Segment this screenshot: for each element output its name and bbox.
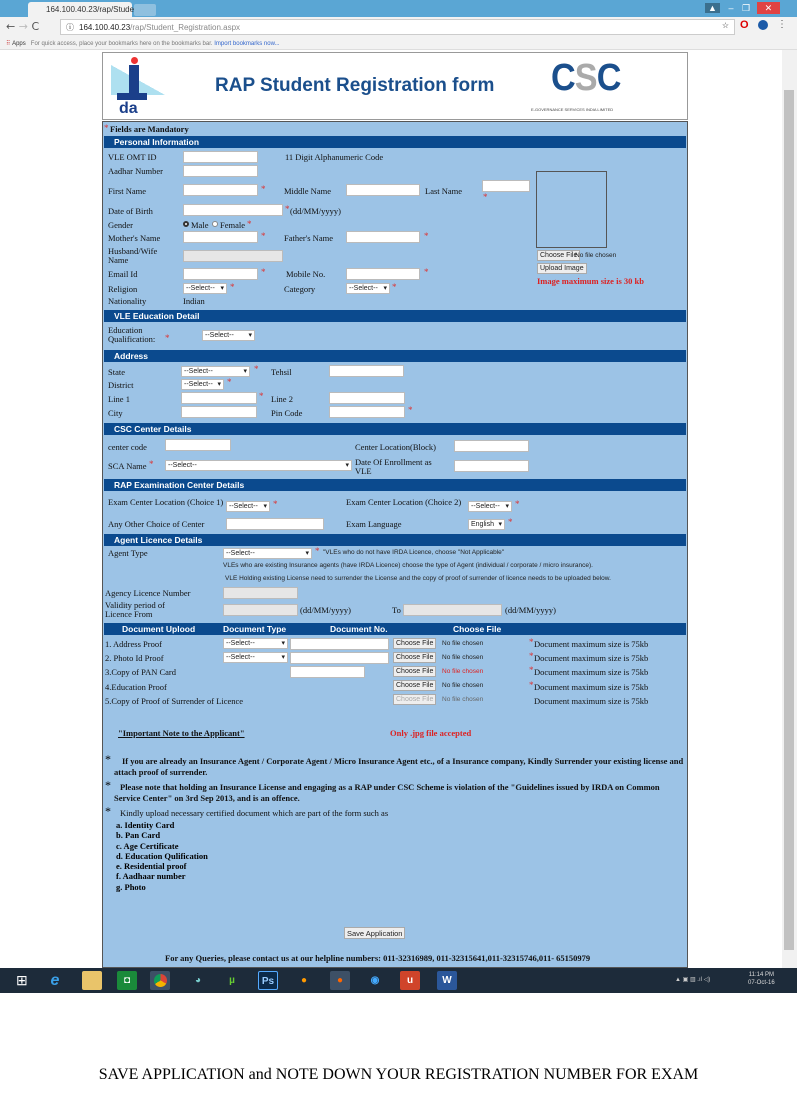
district-label: District xyxy=(108,380,134,390)
new-tab-button[interactable] xyxy=(134,4,156,16)
required-marker: * xyxy=(261,267,266,277)
page-title: RAP Student Registration form xyxy=(215,75,495,96)
forward-icon[interactable]: → xyxy=(18,20,28,33)
pin-code-input[interactable] xyxy=(329,406,405,418)
mandatory-note: Fields are Mandatory xyxy=(110,124,189,134)
sca-name-label: SCA Name xyxy=(108,461,147,471)
category-label: Category xyxy=(284,284,316,294)
col-document-no: Document No. xyxy=(330,624,388,634)
doc-file-status: No file chosen xyxy=(442,654,484,661)
aadhar-label: Aadhar Number xyxy=(108,166,163,176)
app-icon[interactable]: u xyxy=(400,971,420,990)
list-item: a. Identity Card xyxy=(116,820,175,830)
religion-select[interactable]: --Select-- ▾ xyxy=(183,283,227,294)
required-marker: * xyxy=(529,665,534,675)
required-marker: * xyxy=(227,377,232,387)
required-marker: * xyxy=(529,680,534,690)
list-item: f. Aadhaar number xyxy=(116,871,186,882)
nav-buttons xyxy=(6,20,39,33)
tehsil-label: Tehsil xyxy=(271,367,292,377)
note-2: Please note that holding an Insurance License and engaging as a RAP under CSC Scheme is violation of the "Guidelines issued by IRDA on Common Service Center" on 3rd Sep 2013, and is an offence. xyxy=(114,782,660,803)
doc-choose-file-button[interactable]: Choose File xyxy=(393,680,436,691)
close-window-icon[interactable]: ✕ xyxy=(757,2,781,14)
agent-note-2: VLEs who are existing Insurance agents (have IRDA Licence) choose the type of Agent (individual / corporate / micro insurance). xyxy=(223,562,593,569)
validity-to-label: To xyxy=(392,605,401,615)
required-marker: * xyxy=(230,282,235,292)
required-marker: * xyxy=(315,546,320,556)
doc-size-note: Document maximum size is 75kb xyxy=(534,653,649,663)
address-bar[interactable] xyxy=(60,19,735,35)
doc-file-status: No file chosen xyxy=(442,682,484,689)
section-csc-center: CSC Center Details xyxy=(104,423,686,435)
bullet-star: * xyxy=(105,752,111,766)
email-input[interactable] xyxy=(183,268,258,280)
center-location-label: Center Location(Block) xyxy=(355,442,436,452)
required-marker: * xyxy=(424,267,429,277)
store-icon[interactable]: ◘ xyxy=(117,971,137,990)
required-marker: * xyxy=(483,192,488,202)
other-center-label: Any Other Choice of Center xyxy=(108,519,205,529)
education-select[interactable]: --Select-- ▾ xyxy=(202,330,255,341)
agent-note-1: "VLEs who do not have IRDA Licence, choose "Not Applicable" xyxy=(323,549,505,556)
app-icon[interactable]: ◕ xyxy=(194,975,202,986)
dob-input[interactable] xyxy=(183,204,283,216)
validity-to-input[interactable] xyxy=(403,604,502,616)
tehsil-input[interactable] xyxy=(329,365,404,377)
image-size-note: Image maximum size is 30 kb xyxy=(537,276,644,286)
nationality-value: Indian xyxy=(183,296,205,306)
form-header xyxy=(102,52,688,120)
male-radio[interactable] xyxy=(183,221,189,227)
exam-language-label: Exam Language xyxy=(346,519,402,529)
clock-date: 07-Oct-16 xyxy=(748,980,775,986)
profile-icon[interactable]: ▲ xyxy=(705,3,720,13)
doc-label: 5.Copy of Proof of Surrender of Licence xyxy=(105,696,244,706)
doc-size-note: Document maximum size is 75kb xyxy=(534,639,649,649)
spouse-name-input[interactable] xyxy=(183,250,283,262)
required-marker: * xyxy=(273,499,278,509)
helpline-text: For any Queries, please contact us at our helpline numbers: 011-32316989, 011-32315641,011-32315746,011- 65150979 xyxy=(165,953,591,963)
firefox-icon[interactable]: ● xyxy=(330,971,350,990)
agent-type-select[interactable]: --Select-- ▾ xyxy=(223,548,312,559)
doc-choose-file-button[interactable]: Choose File xyxy=(393,652,436,663)
female-label: Female xyxy=(220,220,246,230)
exam-choice2-select[interactable]: --Select-- ▾ xyxy=(468,501,512,512)
line1-input[interactable] xyxy=(181,392,257,404)
extension-icon[interactable] xyxy=(758,20,768,30)
reload-icon[interactable]: C xyxy=(31,20,40,33)
city-input[interactable] xyxy=(181,406,257,418)
center-code-label: center code xyxy=(108,442,147,452)
exam-choice1-label: Exam Center Location (Choice 1) xyxy=(108,497,224,507)
required-marker: * xyxy=(392,282,397,292)
doc-label: 3.Copy of PAN Card xyxy=(105,667,176,677)
teamviewer-icon[interactable]: ◉ xyxy=(370,975,380,986)
window-controls xyxy=(705,2,797,16)
state-label: State xyxy=(108,367,125,377)
menu-icon[interactable]: ⋮ xyxy=(777,19,787,30)
education-label: Education Qualification: xyxy=(108,325,156,344)
doc-label: 4.Education Proof xyxy=(105,682,167,692)
csc-logo: CSC E-GOVERNANCE SERVICES INDIA LIMITED xyxy=(531,57,621,112)
sca-name-select[interactable]: --Select-- ▾ xyxy=(165,460,352,471)
required-marker: * xyxy=(254,364,259,374)
list-item: g. Photo xyxy=(116,881,146,892)
licence-number-label: Agency Licence Number xyxy=(105,588,191,598)
other-center-input[interactable] xyxy=(226,518,324,530)
app-icon[interactable]: ● xyxy=(300,975,308,986)
section-exam-center: RAP Examination Center Details xyxy=(104,479,686,491)
section-agent-licence: Agent Licence Details xyxy=(104,534,686,546)
doc-file-status: No file chosen xyxy=(442,696,484,703)
required-marker: * xyxy=(529,651,534,661)
required-marker: * xyxy=(529,637,534,647)
female-radio[interactable] xyxy=(212,221,218,227)
import-bookmarks-link[interactable]: Import bookmarks now... xyxy=(214,41,280,47)
required-marker: * xyxy=(247,219,252,229)
center-code-input[interactable] xyxy=(165,439,231,451)
licence-number-input[interactable] xyxy=(223,587,298,599)
bookmarks-hint: For quick access, place your bookmarks here on the bookmarks bar. xyxy=(30,41,213,47)
mother-name-label: Mother's Name xyxy=(108,233,161,243)
doc-label: 2. Photo Id Proof xyxy=(105,653,164,663)
gender-label: Gender xyxy=(108,220,134,230)
word-icon[interactable]: W xyxy=(437,971,457,990)
vle-omt-id-label: VLE OMT ID xyxy=(108,152,157,162)
photo-choose-file-button[interactable]: Choose File xyxy=(537,250,580,261)
url-host: 164.100.40.23 xyxy=(79,23,131,32)
required-marker: * xyxy=(259,391,264,401)
india-logo: da xyxy=(111,55,165,118)
agent-note-3: VLE Holding existing License need to surrender the License and the copy of proof of surrender of licence needs to be uploaded below. xyxy=(225,575,611,582)
middle-name-input[interactable] xyxy=(346,184,420,196)
required-marker: * xyxy=(408,405,413,415)
ie-icon[interactable]: e xyxy=(50,972,60,989)
mobile-input[interactable] xyxy=(346,268,420,280)
required-marker: * xyxy=(508,517,513,527)
start-icon[interactable]: ⊞ xyxy=(16,974,28,989)
doc-type-select[interactable]: --Select-- ▾ xyxy=(223,652,288,663)
doc-file-status: No file chosen xyxy=(442,640,484,647)
dob-label: Date of Birth xyxy=(108,206,153,216)
section-personal-information: Personal Information xyxy=(104,136,686,148)
list-item: e. Residential proof xyxy=(116,861,187,872)
photo-file-status: No file chosen xyxy=(575,252,617,259)
save-application-button[interactable]: Save Application xyxy=(344,927,405,939)
validity-from-input[interactable] xyxy=(223,604,298,616)
line2-input[interactable] xyxy=(329,392,405,404)
email-label: Email Id xyxy=(108,269,138,279)
system-tray-icons[interactable]: ▲ ▣ ▥ .ıl ◁) xyxy=(675,977,711,983)
aadhar-input[interactable] xyxy=(183,165,258,177)
validity-from-format: (dd/MM/yyyy) xyxy=(300,605,351,615)
list-item: d. Education Qulification xyxy=(116,850,208,861)
exam-choice2-label: Exam Center Location (Choice 2) xyxy=(346,497,462,507)
required-marker: * xyxy=(149,459,154,469)
bookmarks-bar xyxy=(0,37,797,50)
line2-label: Line 2 xyxy=(271,394,293,404)
note-3: Kindly upload necessary certified document which are part of the form such as xyxy=(120,808,389,818)
nationality-label: Nationality xyxy=(108,296,147,306)
doc-number-input[interactable] xyxy=(290,638,389,650)
browser-tab[interactable] xyxy=(28,2,135,17)
caption: SAVE APPLICATION and NOTE DOWN YOUR REGISTRATION NUMBER FOR EXAM xyxy=(98,1066,699,1083)
validity-from-label: Validity period of Licence From xyxy=(105,600,165,619)
opera-icon[interactable]: O xyxy=(740,19,749,31)
exam-language-select[interactable]: English ▾ xyxy=(468,519,505,530)
dob-format-hint: (dd/MM/yyyy) xyxy=(290,206,341,216)
required-marker: * xyxy=(515,499,520,509)
validity-to-format: (dd/MM/yyyy) xyxy=(505,605,556,615)
middle-name-label: Middle Name xyxy=(284,186,331,196)
doc-size-note: Document maximum size is 75kb xyxy=(534,667,649,677)
mother-name-input[interactable] xyxy=(183,231,258,243)
required-marker: * xyxy=(424,231,429,241)
city-label: City xyxy=(108,408,123,418)
col-choose-file: Choose File xyxy=(453,624,502,634)
doc-choose-file-button[interactable]: Choose File xyxy=(393,666,436,677)
category-select[interactable]: --Select-- ▾ xyxy=(346,283,390,294)
doc-size-note: Document maximum size is 75kb xyxy=(534,682,649,692)
clock-time: 11:14 PM xyxy=(748,972,774,978)
jpg-only-note: Only .jpg file accepted xyxy=(390,728,472,738)
scrollbar-thumb[interactable] xyxy=(784,90,794,950)
line1-label: Line 1 xyxy=(108,394,130,404)
religion-label: Religion xyxy=(108,284,138,294)
required-marker: * xyxy=(261,184,266,194)
required-marker: * xyxy=(285,204,290,214)
explorer-icon[interactable] xyxy=(82,971,102,990)
col-document-type: Document Type xyxy=(223,624,287,634)
important-note-heading: "Important Note to the Applicant" xyxy=(118,728,245,738)
required-marker: * xyxy=(261,231,266,241)
documents-header xyxy=(104,623,686,635)
bullet-star: * xyxy=(105,778,111,792)
photo-preview xyxy=(536,171,607,248)
document-list xyxy=(116,820,208,892)
apps-icon[interactable]: ⠿ xyxy=(6,41,11,47)
male-label: Male xyxy=(191,220,209,230)
exam-choice1-select[interactable]: --Select-- ▾ xyxy=(226,501,270,512)
required-marker: * xyxy=(104,123,109,133)
enrollment-date-input[interactable] xyxy=(454,460,529,472)
clock[interactable] xyxy=(748,971,775,987)
restore-icon[interactable]: ❐ xyxy=(741,3,751,13)
doc-size-note: Document maximum size is 75kb xyxy=(534,696,649,706)
center-location-input[interactable] xyxy=(454,440,529,452)
spouse-name-label: Husband/Wife Name xyxy=(108,246,158,265)
doc-choose-file-button[interactable]: Choose File xyxy=(393,694,436,705)
chrome-icon[interactable] xyxy=(150,971,170,990)
father-name-label: Father's Name xyxy=(284,233,333,243)
section-education: VLE Education Detail xyxy=(104,310,686,322)
doc-choose-file-button[interactable]: Choose File xyxy=(393,638,436,649)
back-icon[interactable]: ← xyxy=(6,20,16,33)
state-select[interactable]: --Select-- ▾ xyxy=(181,366,250,377)
vle-omt-id-hint: 11 Digit Alphanumeric Code xyxy=(285,152,384,162)
upload-image-button[interactable]: Upload Image xyxy=(537,263,587,274)
pin-code-label: Pin Code xyxy=(271,408,303,418)
last-name-label: Last Name xyxy=(425,186,463,196)
doc-label: 1. Address Proof xyxy=(105,639,162,649)
csc-tagline: E-GOVERNANCE SERVICES INDIA LIMITED xyxy=(531,107,614,112)
tab-title: 164.100.40.23/rap/Stude xyxy=(46,5,135,14)
minimize-icon[interactable]: – xyxy=(728,3,734,13)
first-name-input[interactable] xyxy=(183,184,258,196)
photoshop-icon[interactable]: Ps xyxy=(258,971,278,990)
enrollment-date-label: Date Of Enrollment as VLE xyxy=(355,457,432,476)
info-icon: ⓘ xyxy=(66,23,74,32)
first-name-label: First Name xyxy=(108,186,147,196)
vle-omt-id-input[interactable] xyxy=(183,151,258,163)
doc-number-input[interactable] xyxy=(290,652,389,664)
doc-type-select[interactable]: --Select-- ▾ xyxy=(223,638,288,649)
star-icon[interactable]: ☆ xyxy=(721,21,729,30)
utorrent-icon[interactable]: µ xyxy=(229,975,235,986)
list-item: b. Pan Card xyxy=(116,830,161,841)
apps-link[interactable]: Apps xyxy=(12,41,26,47)
last-name-input[interactable] xyxy=(482,180,530,192)
section-address: Address xyxy=(104,350,686,362)
agent-type-label: Agent Type xyxy=(108,548,148,558)
doc-number-input[interactable] xyxy=(290,666,365,678)
col-document-upload: Document Uplood xyxy=(122,624,196,634)
doc-file-status: No file chosen xyxy=(442,668,484,675)
url-path: /rap/Student_Registration.aspx xyxy=(130,23,241,32)
mobile-label: Mobile No. xyxy=(286,269,326,279)
note-1: If you are already an Insurance Agent / Corporate Agent / Micro Insurance Agent etc., of a Insurance company, Kindly Surrender your existing license and attach proof of surrender. xyxy=(114,756,684,777)
bullet-star: * xyxy=(105,804,111,818)
required-marker: * xyxy=(165,333,170,343)
list-item: c. Age Certificate xyxy=(116,840,179,851)
father-name-input[interactable] xyxy=(346,231,420,243)
district-select[interactable]: --Select-- ▾ xyxy=(181,379,224,390)
